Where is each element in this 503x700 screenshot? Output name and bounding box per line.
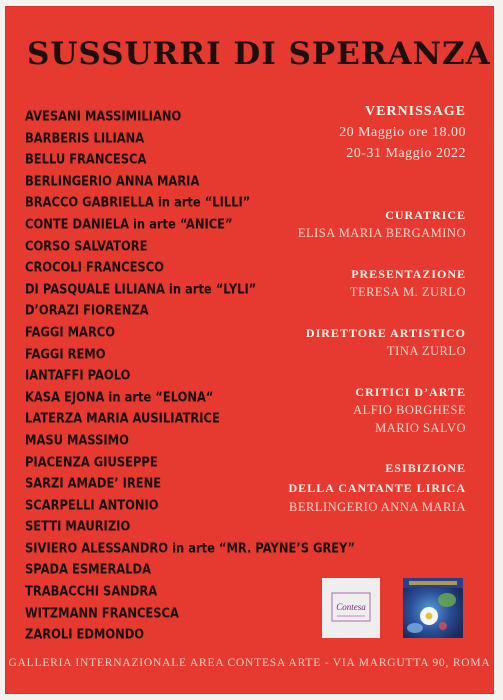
vernissage-date-time: 20 Maggio ore 18.00 bbox=[339, 125, 466, 140]
curatrice-name: ELISA MARIA BERGAMINO bbox=[297, 226, 466, 240]
artist-item: CROCOLI FRANCESCO bbox=[25, 258, 164, 276]
page-title: SUSSURRI DI SPERANZA bbox=[27, 36, 491, 72]
artist-item: FAGGI MARCO bbox=[25, 323, 116, 340]
artist-item: CONTE DANIELA in arte “ANICE” bbox=[25, 215, 233, 232]
artist-item: PIACENZA GIUSEPPE bbox=[25, 453, 158, 470]
direttore-block bbox=[226, 324, 466, 360]
presentazione-block bbox=[226, 265, 466, 301]
artist-item: MASU MASSIMO bbox=[25, 431, 129, 448]
contesa-logo-icon bbox=[331, 590, 371, 626]
esibizione-name: BERLINGERIO ANNA MARIA bbox=[289, 500, 466, 514]
curatrice-heading: CURATRICE bbox=[385, 208, 466, 222]
artist-item: BARBERIS LILIANA bbox=[25, 129, 145, 146]
esibizione-heading: ESIBIZIONE bbox=[385, 461, 466, 475]
artist-item: AVESANI MASSIMILIANO bbox=[25, 107, 182, 124]
artist-item: KASA EJONA in arte “ELONA“ bbox=[25, 388, 214, 405]
artist-item: CORSO SALVATORE bbox=[25, 237, 148, 254]
artist-item: SPADA ESMERALDA bbox=[25, 561, 151, 578]
gallery-footer: GALLERIA INTERNAZIONALE AREA CONTESA ARTE - VIA MARGUTTA 90, ROMA bbox=[8, 657, 491, 669]
vernissage-range: 20-31 Maggio 2022 bbox=[346, 146, 466, 161]
artist-item: SCARPELLI ANTONIO bbox=[25, 496, 159, 513]
artist-item: ZAROLI EDMONDO bbox=[25, 626, 145, 643]
artist-item: FAGGI REMO bbox=[25, 345, 106, 362]
artist-item: TRABACCHI SANDRA bbox=[25, 582, 158, 599]
artist-item: BERLINGERIO ANNA MARIA bbox=[25, 172, 200, 189]
direttore-heading: DIRETTORE ARTISTICO bbox=[305, 326, 466, 340]
presentazione-name: TERESA M. ZURLO bbox=[349, 285, 466, 299]
vernissage-block bbox=[226, 102, 466, 164]
critico-name: MARIO SALVO bbox=[375, 421, 466, 435]
artist-item: SARZI AMADE’ IRENE bbox=[25, 474, 162, 492]
critico-name: ALFIO BORGHESE bbox=[353, 403, 466, 417]
vernissage-heading: VERNISSAGE bbox=[364, 104, 466, 119]
esibizione-block bbox=[226, 458, 466, 516]
artist-item: SIVIERO ALESSANDRO in arte “MR. PAYNE’S GREY” bbox=[25, 539, 356, 556]
esibizione-subheading: DELLA CANTANTE LIRICA bbox=[288, 481, 466, 495]
critici-heading: CRITICI D’ARTE bbox=[355, 385, 466, 399]
artist-item: SETTI MAURIZIO bbox=[25, 518, 131, 535]
presentazione-heading: PRESENTAZIONE bbox=[351, 267, 466, 281]
artist-item: DI PASQUALE LILIANA in arte “LYLI” bbox=[25, 280, 257, 297]
artist-item: BELLU FRANCESCA bbox=[25, 151, 147, 168]
contesa-logo bbox=[322, 578, 380, 638]
artist-item: WITZMANN FRANCESCA bbox=[25, 604, 179, 621]
event-info bbox=[226, 102, 466, 516]
artwork-thumbnail bbox=[403, 578, 463, 638]
poster bbox=[5, 6, 494, 694]
artwork-image-icon bbox=[403, 578, 463, 638]
direttore-name: TINA ZURLO bbox=[387, 344, 466, 358]
artist-item: D’ORAZI FIORENZA bbox=[25, 302, 149, 319]
critici-block bbox=[226, 383, 466, 437]
curatrice-block bbox=[226, 206, 466, 242]
artist-item: LATERZA MARIA AUSILIATRICE bbox=[25, 410, 220, 427]
svg-text:Contesa: Contesa bbox=[336, 602, 366, 612]
artist-item: IANTAFFI PAOLO bbox=[25, 366, 131, 384]
artist-item: BRACCO GABRIELLA in arte “LILLI” bbox=[25, 194, 251, 211]
